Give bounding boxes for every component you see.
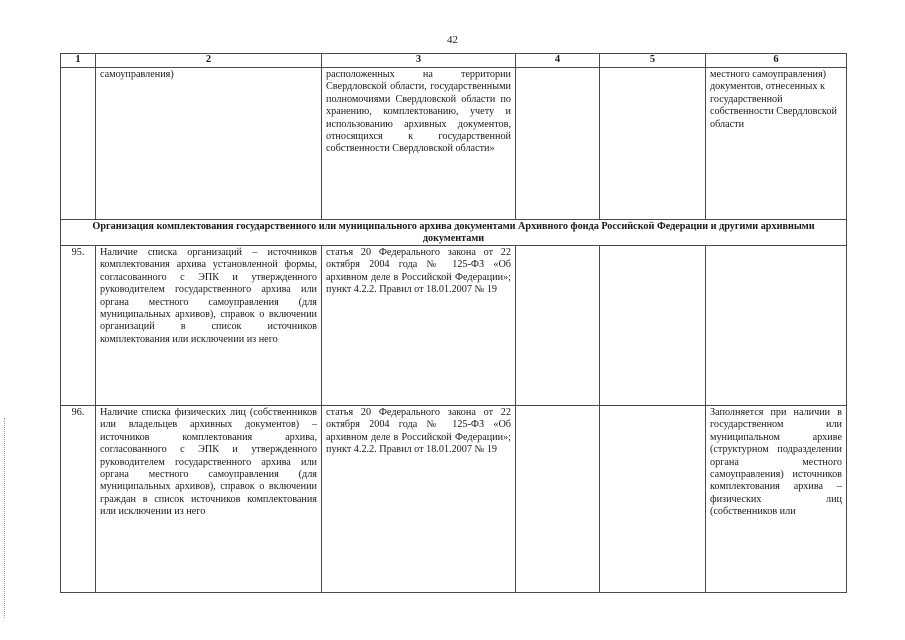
column-header: 2: [96, 54, 322, 68]
column-number-row: [61, 54, 847, 68]
column-header: 5: [600, 54, 706, 68]
requirement-cell: Наличие списка организаций – источников комплектования архива установленной формы, согласованного с ЭПК и утвержденного руководителем государственного архива или органа местного самоуправления (для муниципальных архивов), справок о включении организаций в список источников комплектования или исключении из него: [96, 246, 322, 406]
section-title: Организация комплектования государственного или муниципального архива документами Архивного фонда Российской Федерации и другими архивными документами: [61, 220, 847, 246]
column-5-cell: [600, 246, 706, 406]
column-4-cell: [516, 68, 600, 220]
row-number-cell: [61, 68, 96, 220]
legal-basis-cell: статья 20 Федерального закона от 22 октября 2004 года № 125-ФЗ «Об архивном деле в Российской Федерации»; пункт 4.2.2. Правил от 18.01.2007 № 19: [322, 406, 516, 593]
table-row: [61, 406, 847, 593]
column-header: 3: [322, 54, 516, 68]
requirement-cell: самоуправления): [96, 68, 322, 220]
row-number-cell: 95.: [61, 246, 96, 406]
scan-edge-mark: [4, 418, 7, 618]
requirement-cell: Наличие списка физических лиц (собственников или владельцев архивных документов) – источников комплектования архива, согласованного с ЭПК и утвержденного руководителем государственного архива или органа местного самоуправления (для муниципальных архивов), справок о включении граждан в список источников комплектования или исключении из него: [96, 406, 322, 593]
column-header: 4: [516, 54, 600, 68]
note-cell: Заполняется при наличии в государственном или муниципальном архиве (структурном подразделении органа местного самоуправления) источников комплектования архива – физических лиц (собственников или: [706, 406, 847, 593]
column-4-cell: [516, 406, 600, 593]
note-cell: [706, 246, 847, 406]
note-cell: местного самоуправления) документов, отнесенных к государственной собственности Свердловской области: [706, 68, 847, 220]
column-header: 1: [61, 54, 96, 68]
legal-basis-cell: статья 20 Федерального закона от 22 октября 2004 года № 125-ФЗ «Об архивном деле в Российской Федерации»; пункт 4.2.2. Правил от 18.01.2007 № 19: [322, 246, 516, 406]
column-4-cell: [516, 246, 600, 406]
table-row-continuation: [61, 68, 847, 220]
section-heading-row: [61, 220, 847, 246]
table-row: [61, 246, 847, 406]
column-5-cell: [600, 406, 706, 593]
page-number: 42: [447, 34, 458, 46]
requirements-table: [60, 53, 847, 593]
legal-basis-cell: расположенных на территории Свердловской области, государственными полномочиями Свердловской области по хранению, комплектованию, учету и использованию архивных документов, относящихся к государственной собственности Свердловской области»: [322, 68, 516, 220]
row-number-cell: 96.: [61, 406, 96, 593]
column-header: 6: [706, 54, 847, 68]
column-5-cell: [600, 68, 706, 220]
